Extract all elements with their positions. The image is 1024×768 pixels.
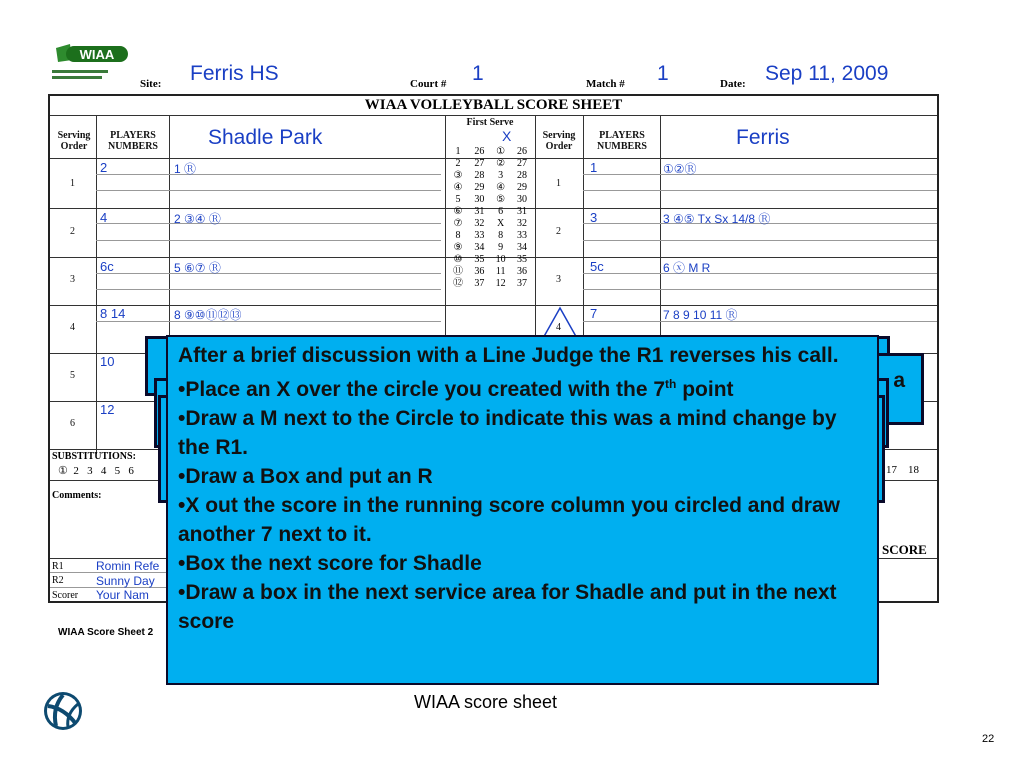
page-number: 22: [982, 733, 995, 745]
running-score-cell: 8: [455, 230, 461, 241]
logo-text: WIAA: [79, 47, 115, 62]
running-score-cell: ⑫: [453, 278, 463, 289]
left-order-2: 2: [70, 226, 75, 237]
sub-num: 4: [100, 465, 107, 477]
running-score-cell: 28: [516, 170, 527, 181]
running-score-row: [448, 218, 532, 230]
right-order-4: 4: [556, 322, 561, 333]
running-score-cell: ②: [496, 158, 506, 169]
right-player-1: 1: [590, 160, 598, 175]
left-serves-4: 8 ⑨⑩⑪⑫⑬: [174, 308, 242, 322]
running-score-row: [448, 146, 532, 158]
running-score-cell: ⑤: [496, 194, 506, 205]
running-score-row: [448, 170, 532, 182]
left-serves-3: 5 ⑥⑦ Ⓡ: [174, 261, 221, 275]
left-team-name: Shadle Park: [208, 126, 323, 149]
right-serves-2: 3 ④⑤ Tx Sx 14/8 Ⓡ: [663, 212, 771, 226]
running-score-row: [448, 230, 532, 242]
running-score-cell: X: [497, 218, 505, 229]
callout-line-6: •Box the next score for Shadle: [178, 552, 482, 575]
left-player-1: 2: [100, 160, 108, 175]
running-score-cell: ①: [496, 146, 506, 157]
sheet-title: WIAA VOLLEYBALL SCORE SHEET: [364, 97, 623, 113]
running-score-row: [448, 242, 532, 254]
running-score-cell: ⑩: [453, 254, 463, 265]
comments-label: Comments:: [52, 490, 102, 501]
right-player-2: 3: [590, 210, 598, 225]
first-serve-label: First Serve: [466, 117, 514, 128]
running-score-column: [448, 146, 532, 290]
official-name-scorer: Your Nam: [96, 588, 149, 602]
left-serving-order-header: Serving Order: [57, 130, 91, 152]
match-label: Match #: [586, 78, 625, 90]
running-score-cell: 27: [474, 158, 485, 169]
sub-num: 3: [87, 465, 93, 477]
left-player-2: 4: [100, 210, 108, 225]
left-player-5: 10: [100, 354, 115, 369]
wiaa-logo: [52, 40, 132, 88]
running-score-cell: 5: [455, 194, 461, 205]
right-team-name: Ferris: [736, 126, 790, 149]
running-score-row: [448, 182, 532, 194]
running-score-cell: 11: [495, 266, 506, 277]
running-score-cell: 31: [516, 206, 527, 217]
running-score-cell: 32: [516, 218, 527, 229]
running-score-cell: 34: [474, 242, 485, 253]
sub-num: 18: [908, 464, 919, 476]
running-score-cell: ⑦: [453, 218, 463, 229]
site-value: Ferris HS: [190, 62, 279, 85]
left-order-4: 4: [70, 322, 75, 333]
running-score-cell: 10: [495, 254, 506, 265]
right-serving-order-header: Serving Order: [542, 130, 576, 152]
running-score-cell: 2: [455, 158, 461, 169]
court-value: 1: [472, 62, 484, 85]
right-order-3: 3: [556, 274, 561, 285]
running-score-row: [448, 254, 532, 266]
sub-num: 6: [128, 465, 134, 477]
right-sub-numbers: [886, 464, 919, 476]
running-score-cell: 36: [516, 266, 527, 277]
running-score-cell: 6: [498, 206, 504, 217]
date-value: Sep 11, 2009: [765, 62, 889, 85]
court-label: Court #: [410, 78, 447, 90]
running-score-cell: 37: [474, 278, 485, 289]
running-score-cell: 37: [516, 278, 527, 289]
callout-line-2-end: point: [676, 378, 734, 401]
callout-line-1: After a brief discussion with a Line Judge the R1 reverses his call.: [178, 344, 839, 367]
running-score-cell: 31: [474, 206, 485, 217]
running-score-row: [448, 206, 532, 218]
callout-line-7: •Draw a box in the next service area for Shadle and put in the next score: [178, 581, 837, 633]
page-caption: WIAA score sheet: [414, 692, 558, 712]
left-order-5: 5: [70, 370, 75, 381]
substitution-numbers: [58, 464, 134, 477]
left-order-1: 1: [70, 178, 75, 189]
site-label: Site:: [140, 78, 162, 90]
match-value: 1: [657, 62, 669, 85]
callout-line-2: [178, 370, 869, 404]
running-score-cell: 30: [474, 194, 485, 205]
running-score-cell: 36: [474, 266, 485, 277]
official-role-r2: R2: [52, 575, 64, 586]
official-name-r2: Sunny Day: [96, 574, 155, 588]
running-score-row: [448, 158, 532, 170]
running-score-cell: ⑪: [453, 266, 463, 277]
substitutions-label: SUBSTITUTIONS:: [52, 451, 136, 462]
running-score-row: [448, 278, 532, 290]
left-players-header: PLAYERS NUMBERS: [107, 130, 158, 152]
callout-line-3: •Draw a M next to the Circle to indicate this was a mind change by the R1.: [178, 407, 837, 459]
volleyball-icon: [42, 690, 84, 737]
running-score-cell: 8: [498, 230, 504, 241]
official-role-scorer: Scorer: [52, 590, 79, 601]
left-serves-2: 2 ③④ Ⓡ: [174, 212, 221, 226]
running-score-cell: 33: [516, 230, 527, 241]
left-serves-1: 1 Ⓡ: [174, 162, 197, 176]
sub-num: ①: [58, 465, 68, 477]
running-score-cell: ③: [453, 170, 463, 181]
callout-line-5: •X out the score in the running score column you circled and draw another 7 next to it.: [178, 494, 840, 546]
running-score-cell: 34: [516, 242, 527, 253]
running-score-cell: 27: [516, 158, 527, 169]
sub-num: 2: [73, 465, 79, 477]
running-score-cell: 3: [498, 170, 504, 181]
right-order-1: 1: [556, 178, 561, 189]
left-order-3: 3: [70, 274, 75, 285]
callout-content: [178, 341, 869, 636]
running-score-cell: ⑨: [453, 242, 463, 253]
running-score-cell: 29: [516, 182, 527, 193]
running-score-row: [448, 194, 532, 206]
running-score-row: [448, 266, 532, 278]
running-score-cell: ⑥: [453, 206, 463, 217]
first-serve-mark: X: [502, 128, 512, 144]
sheet-tag: WIAA Score Sheet 2: [58, 627, 154, 638]
sub-num: 17: [886, 464, 897, 476]
left-player-3: 6c: [100, 259, 114, 274]
left-order-6: 6: [70, 418, 75, 429]
running-score-cell: 28: [474, 170, 485, 181]
running-score-cell: 1: [455, 146, 461, 157]
official-name-r1: Romin Refe: [96, 559, 160, 573]
callout-line-2-text: •Place an X over the circle you created with the 7: [178, 378, 666, 401]
running-score-cell: 29: [474, 182, 485, 193]
callout-line-2-sup: th: [665, 377, 677, 391]
running-score-cell: 30: [516, 194, 527, 205]
running-score-cell: 26: [516, 146, 527, 157]
left-player-4: 8 14: [100, 306, 126, 321]
running-score-cell: 35: [474, 254, 485, 265]
running-score-cell: ④: [453, 182, 463, 193]
right-serves-3: 6 ⓧ M R: [663, 261, 711, 275]
running-score-cell: 26: [474, 146, 485, 157]
running-score-cell: 12: [495, 278, 506, 289]
sub-num: 5: [114, 465, 121, 477]
running-score-cell: 33: [474, 230, 485, 241]
right-player-3: 5c: [590, 259, 604, 274]
date-label: Date:: [720, 78, 746, 90]
official-role-r1: R1: [52, 561, 64, 572]
right-players-header: PLAYERS NUMBERS: [596, 130, 647, 152]
callout-shadow-fragment: a: [893, 369, 905, 392]
right-order-2: 2: [556, 226, 561, 237]
instruction-callout: [166, 335, 879, 685]
running-score-cell: 32: [474, 218, 485, 229]
running-score-cell: 9: [498, 242, 504, 253]
left-player-6: 12: [100, 402, 115, 417]
score-label: SCORE: [882, 542, 927, 557]
right-serves-4: 7 8 9 10 11 Ⓡ: [663, 308, 738, 322]
running-score-cell: ④: [496, 182, 506, 193]
right-player-4: 7: [590, 306, 598, 321]
right-serves-1: ①②Ⓡ: [663, 162, 697, 176]
running-score-cell: 35: [516, 254, 527, 265]
callout-line-4: •Draw a Box and put an R: [178, 465, 433, 488]
